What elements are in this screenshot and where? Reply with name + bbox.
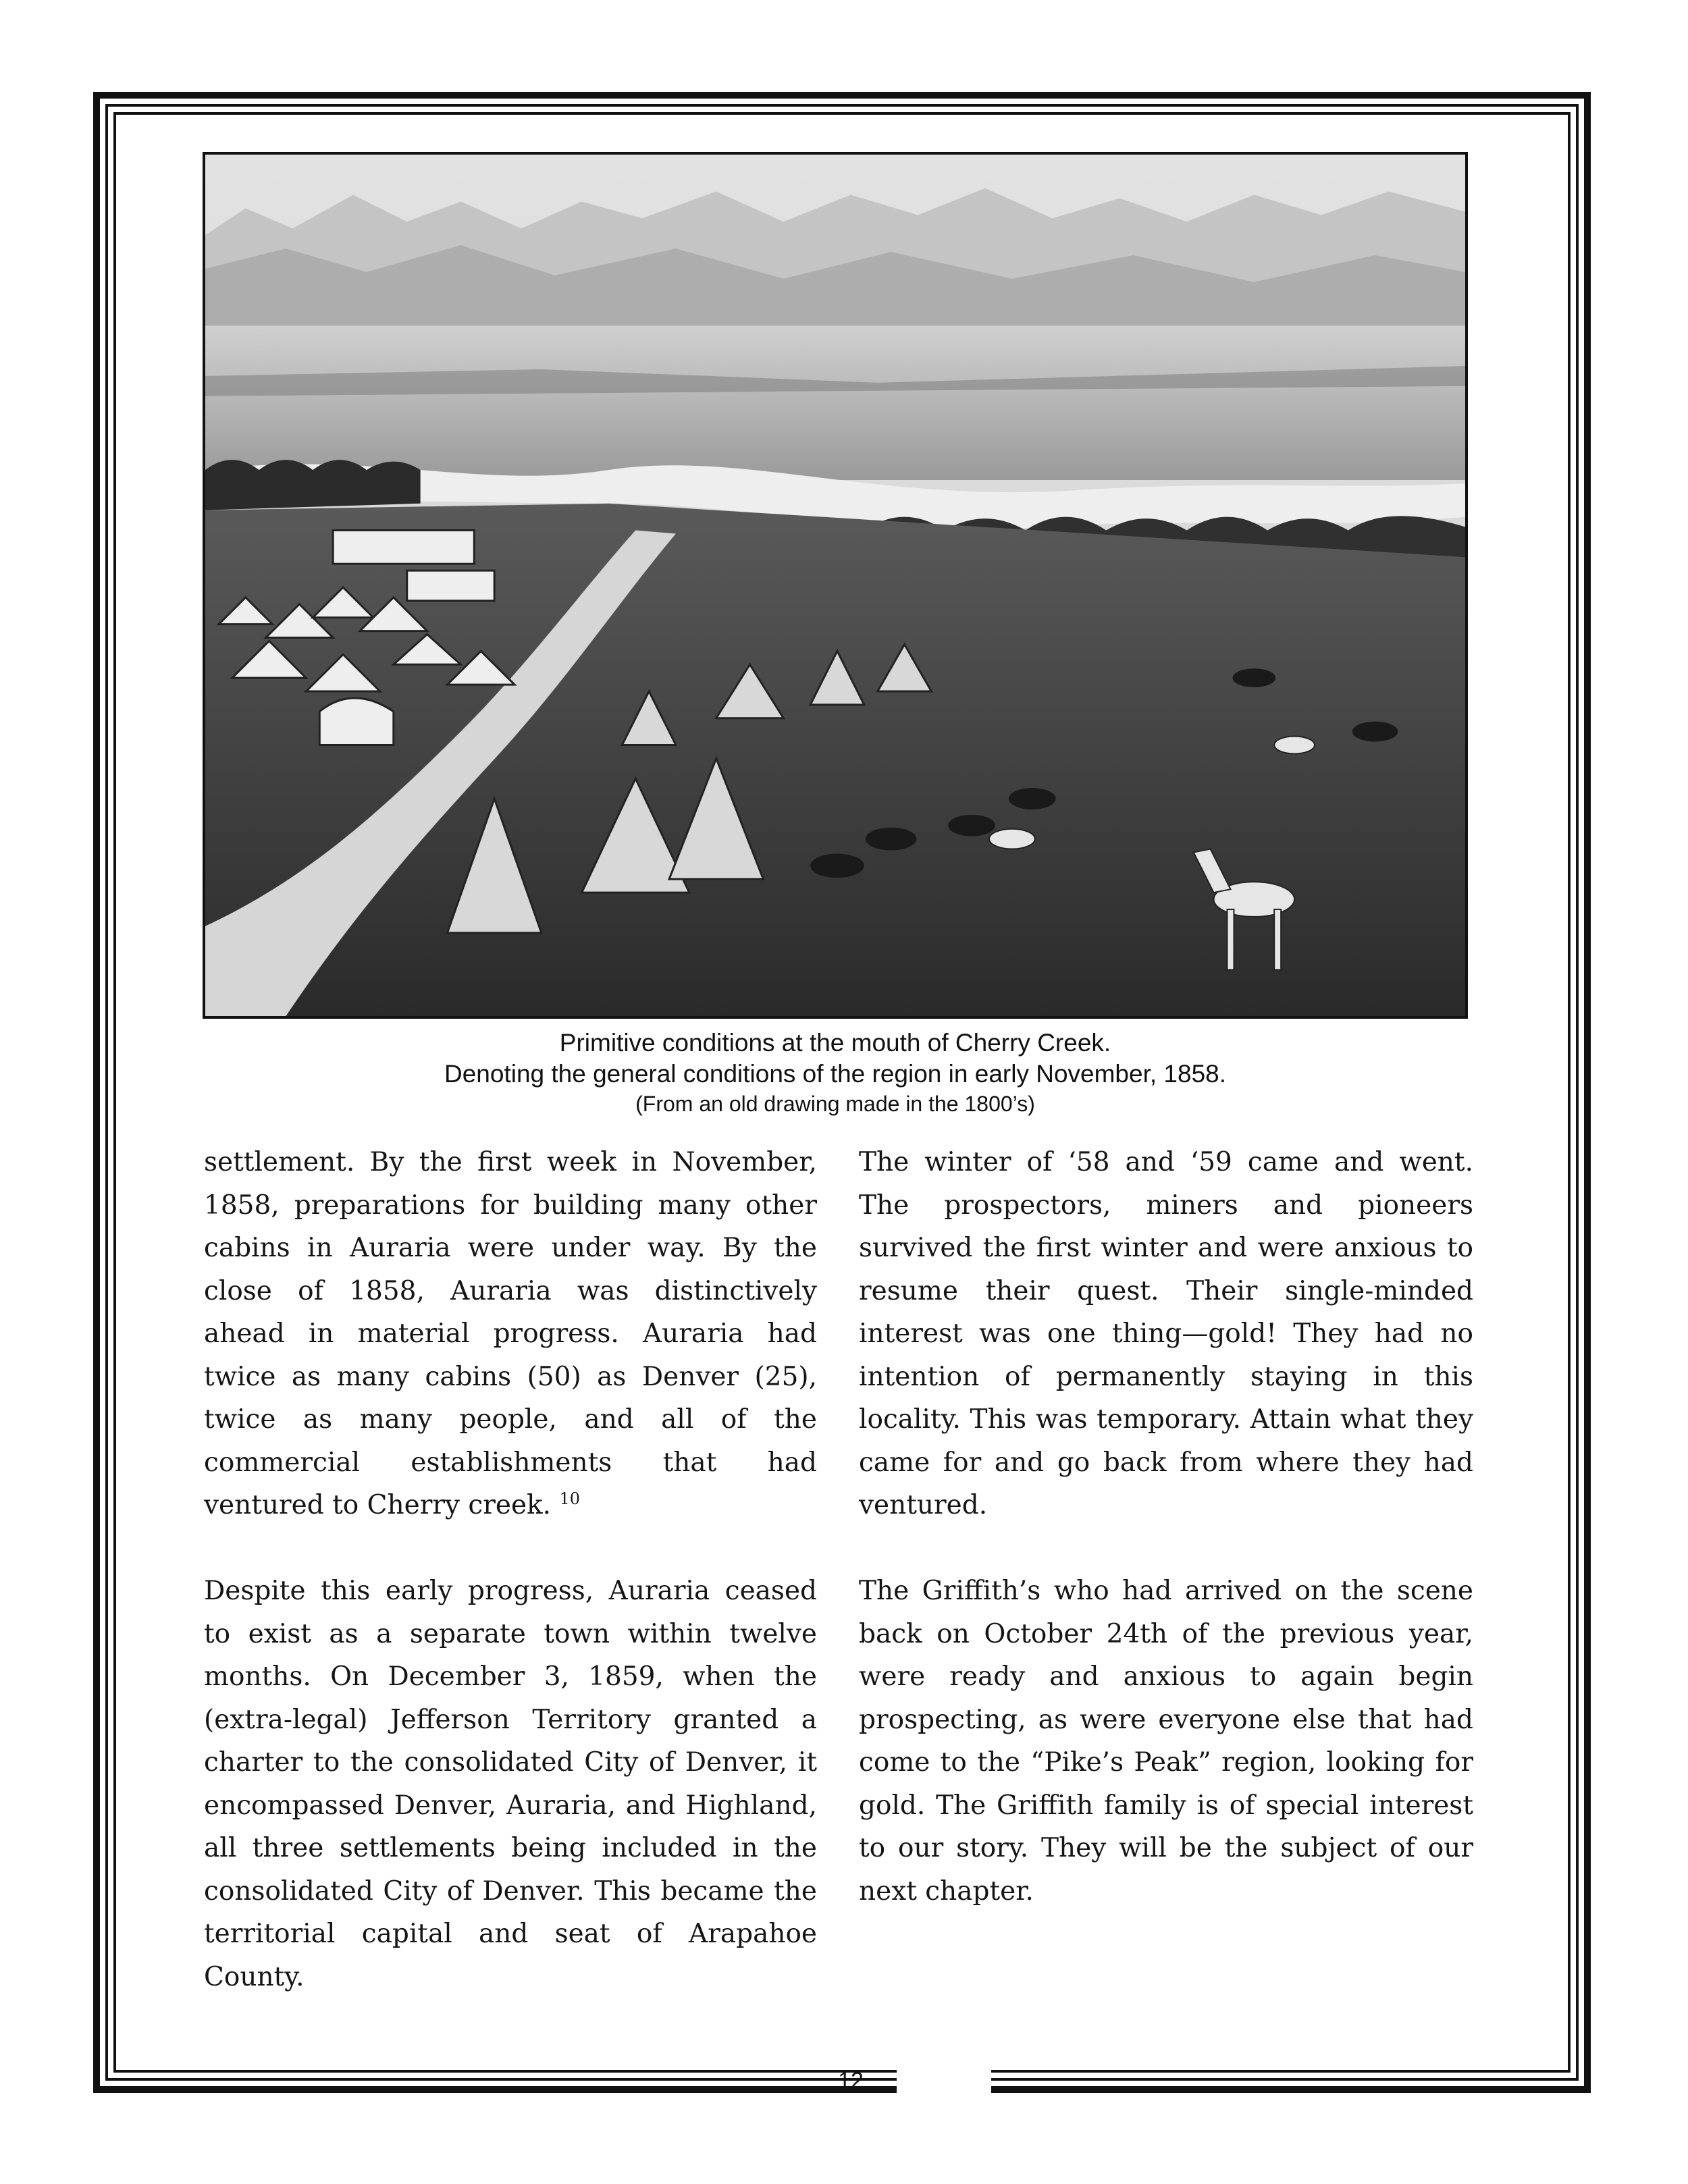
caption-title: Primitive conditions at the mouth of Cherry Creek. [559, 1029, 1111, 1057]
left-column [204, 1141, 817, 2042]
cherry-creek-drawing [205, 155, 1465, 1016]
paragraph: Despite this early progress, Auraria ceased to exist as a separate town within twelve months. On December 3, 1859, when the (extra-legal) Jefferson Territory granted a charter to the consolidated City of Denver, it encompassed Denver, Auraria, and Highland, all three settlements being included in the consolidated City of Denver. This became the territorial capital and seat of Arapahoe County. [204, 1576, 817, 1992]
paragraph: The Griffith’s who had arrived on the scene back on October 24th of the previous year, were ready and anxious to again begin prospecting, as were everyone else that had come to the “Pike’s Peak” region, looking for gold. The Griffith family is of special interest to our story. They will be the subject of our next chapter. [859, 1576, 1473, 1907]
page-number: 12 [838, 2068, 864, 2094]
right-column [859, 1141, 1473, 1956]
historical-illustration [203, 152, 1468, 1019]
figure-caption [203, 1028, 1468, 1118]
footnote-marker: 10 [559, 1489, 581, 1508]
paragraph: settlement. By the first week in November, 1858, preparations for building many other cabins in Auraria were under way. By the close of 1858, Auraria was distinctively ahead in material progress. Auraria had twice as many cabins (50) as Denver (25), twice as many people, and all of the commercial establishments that had ventured to Cherry creek. $^{10}$ [204, 1147, 817, 1520]
paragraph: The winter of ‘58 and ‘59 came and went. The prospectors, miners and pioneers survived the first winter and were anxious to resume their quest. Their single-minded interest was one thing—gold! They had no intention of permanently staying in this locality. This was temporary. Attain what they came for and go back from where they had ventured. [859, 1147, 1473, 1520]
caption-description: Denoting the general conditions of the region in early November, 1858. [444, 1060, 1227, 1088]
caption-source: (From an old drawing made in the 1800’s) [635, 1092, 1035, 1116]
